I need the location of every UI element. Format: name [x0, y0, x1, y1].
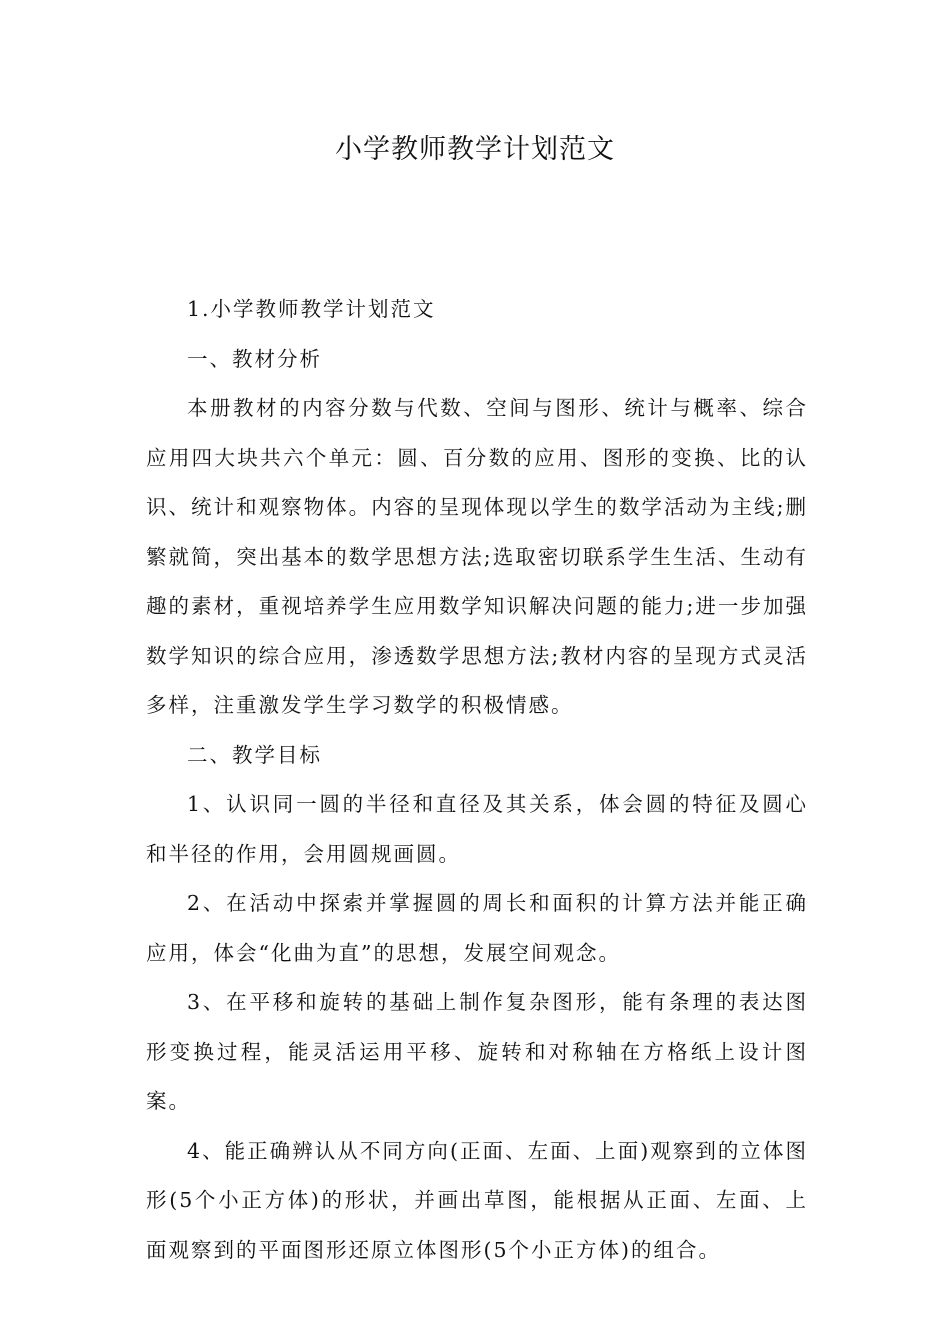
goal-item-1: 1、认识同一圆的半径和直径及其关系，体会圆的特征及圆心和半径的作用，会用圆规画圆。: [146, 792, 808, 866]
goal-item-3: 3、在平移和旋转的基础上制作复杂图形，能有条理的表达图形变换过程，能灵活运用平移、旋转和对称轴在方格纸上设计图案。: [146, 990, 808, 1113]
section-heading-textbook-analysis: 一、教材分析: [187, 346, 322, 371]
document-body: [146, 285, 808, 1275]
section-heading-teaching-goals: 二、教学目标: [187, 742, 322, 767]
goal-item-2: 2、在活动中探索并掌握圆的周长和面积的计算方法并能正确应用，体会“化曲为直”的思想，发展空间观念。: [146, 891, 808, 965]
document-title: 小学教师教学计划范文: [335, 134, 615, 165]
goal-item-4: 4、能正确辨认从不同方向(正面、左面、上面)观察到的立体图形(5个小正方体)的形状，并画出草图，能根据从正面、左面、上面观察到的平面图形还原立体图形(5个小正方体)的组合。: [146, 1138, 808, 1262]
section-heading-line: 1.小学教师教学计划范文: [187, 297, 436, 321]
paragraph-textbook-analysis: 本册教材的内容分数与代数、空间与图形、统计与概率、综合应用四大块共六个单元：圆、百分数的应用、图形的变换、比的认识、统计和观察物体。内容的呈现体现以学生的数学活动为主线;删繁就简，突出基本的数学思想方法;选取密切联系学生生活、生动有趣的素材，重视培养学生应用数学知识解决问题的能力;进一步加强数学知识的综合应用，渗透数学思想方法;教材内容的呈现方式灵活多样，注重激发学生学习数学的积极情感。: [146, 396, 808, 717]
